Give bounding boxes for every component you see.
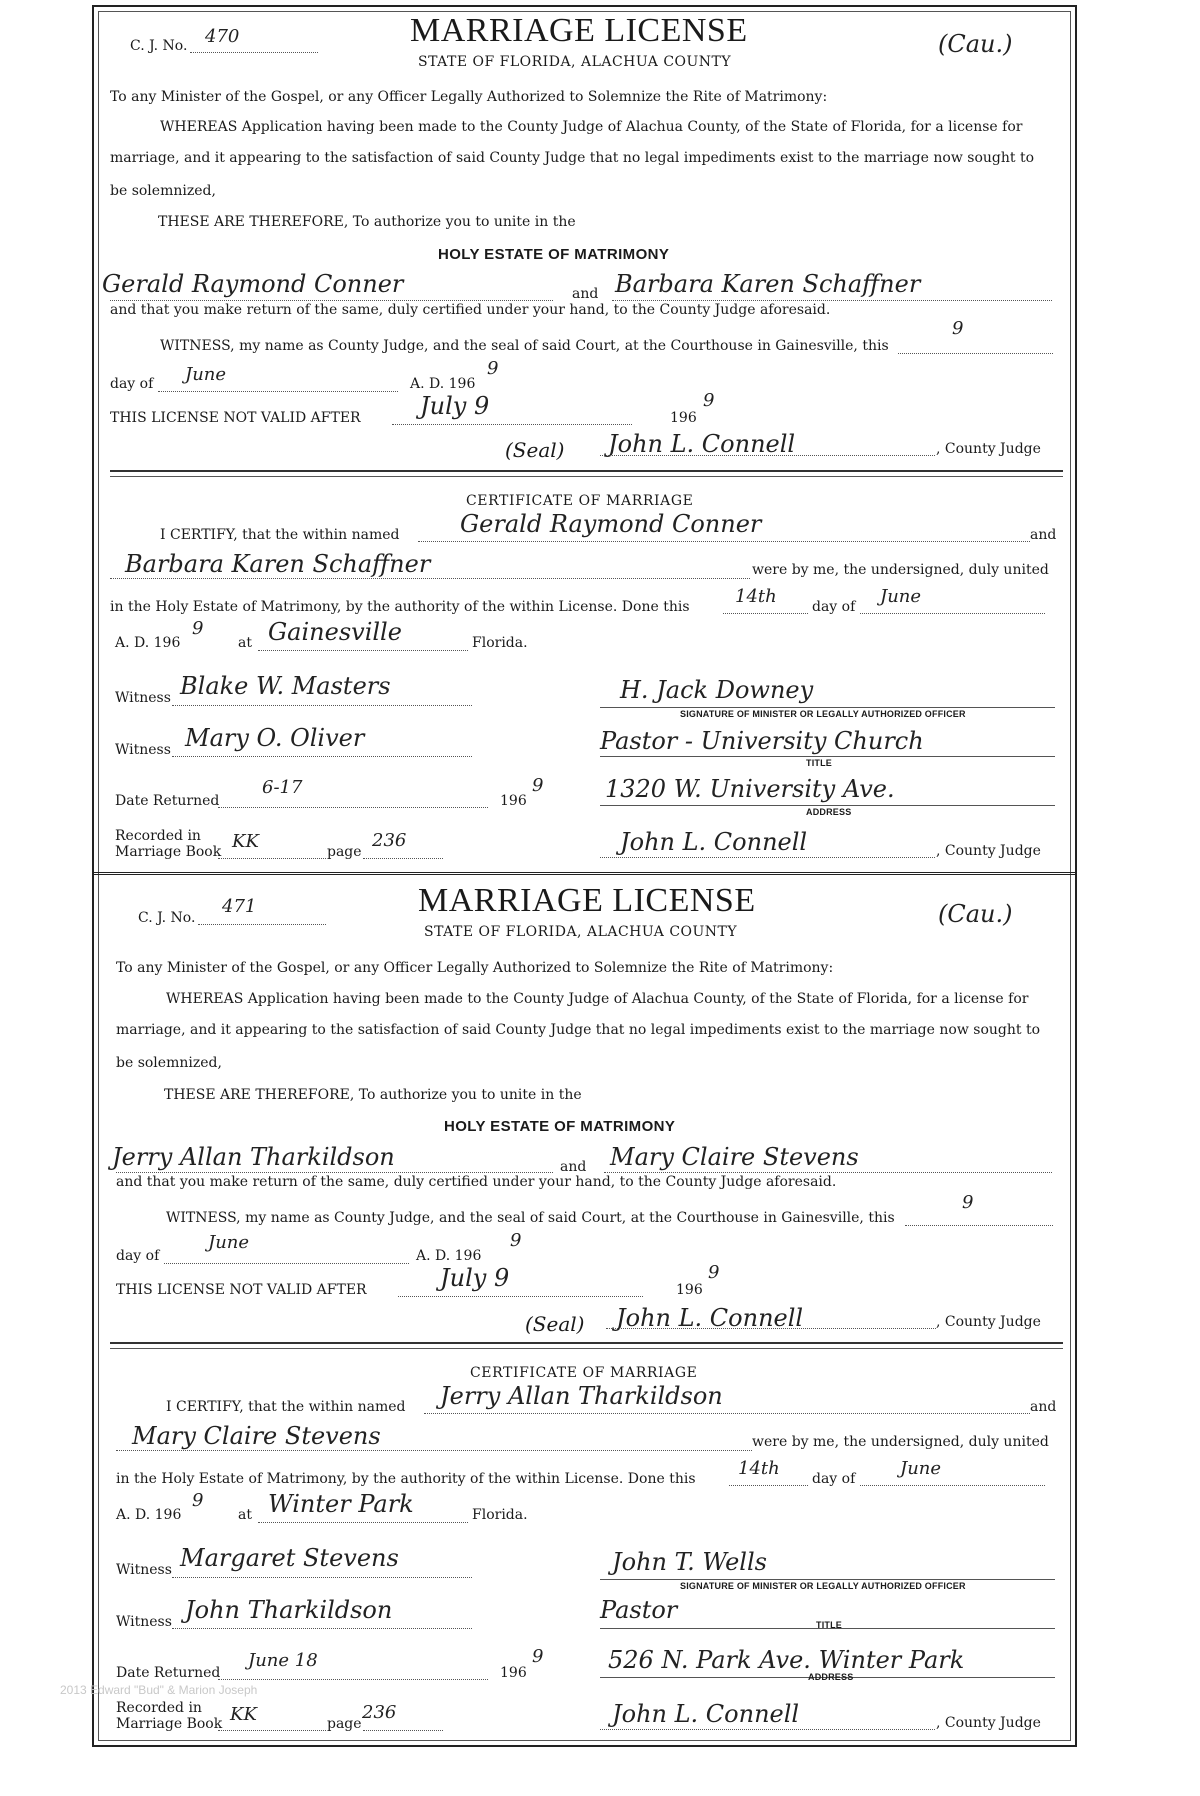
witness-2-signature: Mary O. Oliver — [185, 724, 365, 752]
done-month: June — [880, 586, 922, 607]
page-label: page — [327, 1716, 362, 1732]
not-valid-year: 9 — [708, 1262, 720, 1283]
corner-note: (Cau.) — [938, 30, 1013, 58]
cj-number-line — [198, 924, 326, 925]
marriage-book-label: Marriage Book — [115, 844, 222, 860]
done-day: 14th — [738, 1458, 780, 1479]
book-value: KK — [230, 1704, 257, 1725]
book-line — [218, 1730, 326, 1731]
page-line — [363, 1730, 443, 1731]
bride-line — [116, 1450, 752, 1451]
month-line — [158, 391, 398, 392]
bride-name: Mary Claire Stevens — [610, 1143, 859, 1171]
license-title: MARRIAGE LICENSE — [418, 882, 756, 919]
holy-estate-heading: HOLY ESTATE OF MATRIMONY — [438, 246, 670, 263]
and-label: and — [560, 1159, 587, 1175]
ad-year: 9 — [487, 358, 499, 379]
holy-estate-line: in the Holy Estate of Matrimony, by the authority of the within License. Done this — [110, 599, 690, 615]
officer-caption: SIGNATURE OF MINISTER OR LEGALLY AUTHORIZED OFFICER — [680, 1581, 966, 1591]
section-rule-thin — [110, 1348, 1063, 1349]
page-value: 236 — [372, 830, 407, 851]
and-label: and — [1030, 527, 1057, 543]
title-caption: TITLE — [806, 758, 832, 768]
holy-estate-heading: HOLY ESTATE OF MATRIMONY — [444, 1118, 676, 1135]
witness-1-signature: Blake W. Masters — [180, 672, 391, 700]
witness-1-label: Witness — [115, 690, 171, 706]
day-of-label: day of — [812, 599, 856, 615]
license-subtitle: STATE OF FLORIDA, ALACHUA COUNTY — [418, 54, 732, 70]
witness-day: 9 — [962, 1192, 974, 1213]
not-valid-line — [392, 424, 632, 425]
were-united-line: were by me, the undersigned, duly united — [752, 1434, 1049, 1450]
officer-address-line — [600, 805, 1055, 806]
florida-label: Florida. — [472, 1507, 528, 1523]
and-label: and — [1030, 1399, 1057, 1415]
whereas-line-3: be solemnized, — [116, 1055, 222, 1071]
judge-signature-line — [600, 455, 935, 456]
date-returned-value: 6-17 — [262, 777, 303, 798]
ad-label: A. D. 196 — [410, 376, 476, 392]
officer-address: 526 N. Park Ave. Winter Park — [608, 1646, 965, 1674]
witness-2-line — [172, 756, 472, 757]
month-value: June — [185, 364, 227, 385]
address-caption: ADDRESS — [808, 1672, 854, 1682]
officer-title: Pastor — [600, 1596, 678, 1624]
certify-line: I CERTIFY, that the within named — [166, 1399, 406, 1415]
certificate-title: CERTIFICATE OF MARRIAGE — [466, 493, 694, 509]
witness-2-signature: John Tharkildson — [185, 1596, 393, 1624]
address-line: To any Minister of the Gospel, or any Officer Legally Authorized to Solemnize the Rite of Matrimony: — [110, 89, 828, 105]
returned-year-prefix: 196 — [500, 793, 527, 809]
witness-2-label: Witness — [116, 1614, 172, 1630]
officer-caption: SIGNATURE OF MINISTER OR LEGALLY AUTHORIZED OFFICER — [680, 709, 966, 719]
not-valid-year-prefix: 196 — [676, 1282, 703, 1298]
witness-2-line — [172, 1628, 472, 1629]
return-line: and that you make return of the same, duly certified under your hand, to the County Judge aforesaid. — [110, 302, 831, 318]
bride-name: Mary Claire Stevens — [132, 1422, 381, 1450]
at-label: at — [238, 1507, 252, 1523]
witness-1-line — [172, 1577, 472, 1578]
florida-label: Florida. — [472, 635, 528, 651]
county-judge-label: , County Judge — [936, 1314, 1041, 1330]
recorded-in-label: Recorded in — [115, 828, 201, 844]
address-line: To any Minister of the Gospel, or any Officer Legally Authorized to Solemnize the Rite of Matrimony: — [116, 960, 834, 976]
witness-1-line — [172, 705, 472, 706]
judge-signature: John L. Connell — [608, 430, 796, 458]
place-value: Winter Park — [268, 1490, 414, 1518]
witness-day-line — [905, 1225, 1053, 1226]
whereas-line-3: be solemnized, — [110, 183, 216, 199]
witness-day-line — [898, 353, 1053, 354]
groom-name: Jerry Allan Tharkildson — [112, 1143, 395, 1171]
license-divider — [92, 872, 1077, 875]
judge-signature-line — [600, 857, 935, 858]
section-rule-thin — [110, 476, 1063, 477]
county-judge-label: , County Judge — [936, 843, 1041, 859]
cj-number: 470 — [205, 26, 240, 47]
witness-line: WITNESS, my name as County Judge, and the seal of said Court, at the Courthouse in Gainesville, this — [166, 1210, 895, 1226]
seal-mark: (Seal) — [525, 1312, 585, 1336]
judge-signature-line — [606, 1328, 936, 1329]
cj-label: C. J. No. — [138, 910, 196, 926]
cj-number-line — [190, 52, 318, 53]
recorded-in-label: Recorded in — [116, 1700, 202, 1716]
at-label: at — [238, 635, 252, 651]
license-title: MARRIAGE LICENSE — [410, 12, 748, 49]
county-judge-label: , County Judge — [936, 1715, 1041, 1731]
whereas-line-2: marriage, and it appearing to the satisfaction of said County Judge that no legal impediments exist to the marriage now sought to — [110, 150, 1034, 166]
groom-line — [110, 300, 553, 301]
section-rule — [110, 470, 1063, 472]
judge-signature-line — [600, 1729, 935, 1730]
groom-line — [116, 1172, 553, 1173]
bride-line — [604, 1172, 1052, 1173]
month-value: June — [208, 1232, 250, 1253]
officer-signature-line — [600, 1579, 1055, 1580]
day-of-label: day of — [110, 376, 154, 392]
page-value: 236 — [362, 1702, 397, 1723]
witness-2-label: Witness — [115, 742, 171, 758]
done-day: 14th — [735, 586, 777, 607]
officer-address: 1320 W. University Ave. — [605, 775, 895, 803]
not-valid-year-prefix: 196 — [670, 410, 697, 426]
judge-signature: John L. Connell — [616, 1304, 804, 1332]
officer-signature: H. Jack Downey — [620, 676, 814, 704]
officer-title-line — [600, 756, 1055, 757]
witness-1-signature: Margaret Stevens — [180, 1544, 399, 1572]
groom-name: Gerald Raymond Conner — [102, 270, 404, 298]
cj-label: C. J. No. — [130, 38, 188, 54]
seal-mark: (Seal) — [505, 438, 565, 462]
place-line — [258, 1522, 468, 1523]
return-line: and that you make return of the same, duly certified under your hand, to the County Judge aforesaid. — [116, 1174, 837, 1190]
returned-year-prefix: 196 — [500, 1665, 527, 1681]
book-value: KK — [232, 831, 259, 852]
title-caption: TITLE — [816, 1620, 842, 1630]
certificate-title: CERTIFICATE OF MARRIAGE — [470, 1365, 698, 1381]
day-of-label: day of — [116, 1248, 160, 1264]
license-subtitle: STATE OF FLORIDA, ALACHUA COUNTY — [424, 924, 738, 940]
officer-title: Pastor - University Church — [600, 727, 924, 755]
page-line — [363, 858, 443, 859]
copyright-watermark: 2013 Edward "Bud" & Marion Joseph — [60, 1683, 258, 1697]
date-returned-value: June 18 — [248, 1650, 318, 1671]
done-day-line — [723, 613, 808, 614]
ad-label: A. D. 196 — [116, 1507, 182, 1523]
date-returned-line — [218, 807, 488, 808]
section-rule — [110, 1342, 1063, 1344]
page-label: page — [327, 844, 362, 860]
ad-year: 9 — [510, 1230, 522, 1251]
address-caption: ADDRESS — [806, 807, 852, 817]
returned-year: 9 — [532, 775, 544, 796]
groom-line — [424, 1413, 1030, 1414]
therefore-line: THESE ARE THEREFORE, To authorize you to unite in the — [158, 214, 576, 230]
groom-name: Gerald Raymond Conner — [460, 510, 762, 538]
place-value: Gainesville — [268, 618, 402, 646]
ad-year: 9 — [192, 1490, 204, 1511]
were-united-line: were by me, the undersigned, duly united — [752, 562, 1049, 578]
groom-line — [418, 541, 1030, 542]
not-valid-date: July 9 — [440, 1264, 510, 1292]
bride-name: Barbara Karen Schaffner — [615, 270, 921, 298]
done-month-line — [860, 1485, 1045, 1486]
marriage-book-label: Marriage Book — [116, 1716, 223, 1732]
whereas-line-1: WHEREAS Application having been made to the County Judge of Alachua County, of the State of Florida, for a license for — [160, 119, 1023, 135]
not-valid-line — [398, 1296, 643, 1297]
bride-line — [612, 300, 1052, 301]
month-line — [164, 1263, 409, 1264]
judge-signature: John L. Connell — [620, 828, 808, 856]
bride-name: Barbara Karen Schaffner — [125, 550, 431, 578]
witness-line: WITNESS, my name as County Judge, and the seal of said Court, at the Courthouse in Gainesville, this — [160, 338, 889, 354]
date-returned-label: Date Returned — [116, 1665, 221, 1681]
officer-signature-line — [600, 707, 1055, 708]
holy-estate-line: in the Holy Estate of Matrimony, by the authority of the within License. Done this — [116, 1471, 696, 1487]
whereas-line-2: marriage, and it appearing to the satisfaction of said County Judge that no legal impediments exist to the marriage now sought to — [116, 1022, 1040, 1038]
groom-name: Jerry Allan Tharkildson — [440, 1382, 723, 1410]
witness-1-label: Witness — [116, 1562, 172, 1578]
judge-signature: John L. Connell — [612, 1700, 800, 1728]
ad-year: 9 — [192, 618, 204, 639]
day-of-label: day of — [812, 1471, 856, 1487]
ad-label: A. D. 196 — [416, 1248, 482, 1264]
done-day-line — [729, 1485, 808, 1486]
place-line — [258, 650, 468, 651]
not-valid-label: THIS LICENSE NOT VALID AFTER — [116, 1282, 367, 1298]
done-month-line — [860, 613, 1045, 614]
done-month: June — [900, 1458, 942, 1479]
corner-note: (Cau.) — [938, 900, 1013, 928]
bride-line — [110, 578, 750, 579]
not-valid-year: 9 — [703, 390, 715, 411]
and-label: and — [572, 286, 599, 302]
certify-line: I CERTIFY, that the within named — [160, 527, 400, 543]
returned-year: 9 — [532, 1646, 544, 1667]
therefore-line: THESE ARE THEREFORE, To authorize you to unite in the — [164, 1087, 582, 1103]
whereas-line-1: WHEREAS Application having been made to the County Judge of Alachua County, of the State of Florida, for a license for — [166, 991, 1029, 1007]
date-returned-line — [218, 1679, 488, 1680]
not-valid-date: July 9 — [420, 392, 490, 420]
county-judge-label: , County Judge — [936, 441, 1041, 457]
book-line — [218, 858, 326, 859]
date-returned-label: Date Returned — [115, 793, 220, 809]
officer-signature: John T. Wells — [612, 1548, 767, 1576]
cj-number: 471 — [222, 896, 257, 917]
ad-label: A. D. 196 — [115, 635, 181, 651]
witness-day: 9 — [952, 318, 964, 339]
not-valid-label: THIS LICENSE NOT VALID AFTER — [110, 410, 361, 426]
